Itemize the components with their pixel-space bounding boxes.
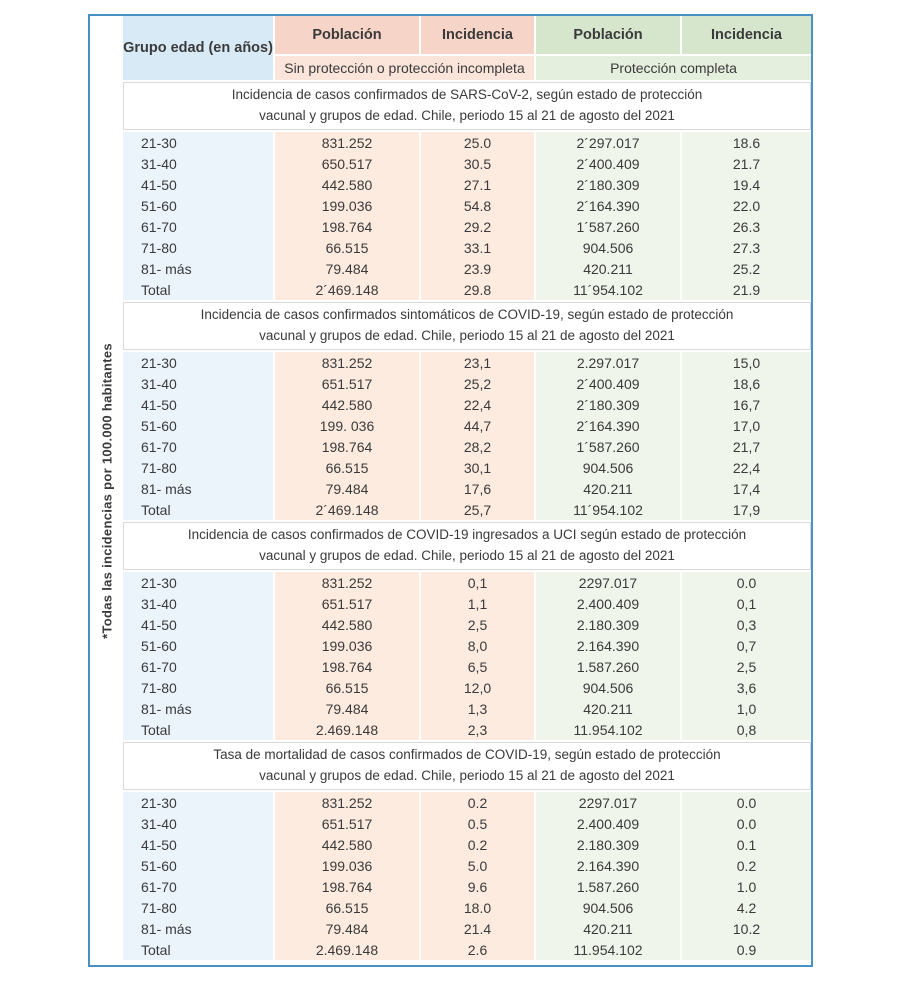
age-cell: 31-40 xyxy=(123,373,273,394)
poblacion-unprotected-cell: 651.517 xyxy=(273,813,419,834)
poblacion-protected-cell: 2´297.017 xyxy=(534,132,680,153)
poblacion-protected-cell: 904.506 xyxy=(534,237,680,258)
poblacion-unprotected-cell: 651.517 xyxy=(273,373,419,394)
incidencia-protected-cell: 19.4 xyxy=(680,174,811,195)
poblacion-protected-cell: 420.211 xyxy=(534,918,680,939)
incidencia-protected-cell: 17,0 xyxy=(680,415,811,436)
incidencia-protected-cell: 0.2 xyxy=(680,855,811,876)
section-rows xyxy=(123,792,811,960)
poblacion-protected-cell: 904.506 xyxy=(534,897,680,918)
incidencia-protected-cell: 0,1 xyxy=(680,593,811,614)
poblacion-unprotected-cell: 831.252 xyxy=(273,132,419,153)
poblacion-protected-cell: 904.506 xyxy=(534,677,680,698)
poblacion-unprotected-cell: 199.036 xyxy=(273,855,419,876)
poblacion-protected-cell: 2297.017 xyxy=(534,792,680,813)
incidencia-unprotected-cell: 27.1 xyxy=(419,174,534,195)
incidencia-unprotected-cell: 25,7 xyxy=(419,499,534,520)
incidencia-unprotected-cell: 6,5 xyxy=(419,656,534,677)
age-cell: 71-80 xyxy=(123,897,273,918)
age-cell: 21-30 xyxy=(123,572,273,593)
poblacion-protected-cell: 1.587.260 xyxy=(534,876,680,897)
section-rows xyxy=(123,572,811,740)
table-section xyxy=(123,522,811,740)
age-cell: 41-50 xyxy=(123,394,273,415)
poblacion-unprotected-cell: 2.469.148 xyxy=(273,719,419,740)
poblacion-protected-cell: 11´954.102 xyxy=(534,279,680,300)
incidencia-unprotected-cell: 30.5 xyxy=(419,153,534,174)
incidencia-unprotected-cell: 29.2 xyxy=(419,216,534,237)
incidencia-protected-cell: 17,4 xyxy=(680,478,811,499)
incidencia-unprotected-cell: 28,2 xyxy=(419,436,534,457)
incidencia-protected-cell: 0.0 xyxy=(680,792,811,813)
incidencia-unprotected-cell: 2,3 xyxy=(419,719,534,740)
section-rows xyxy=(123,352,811,520)
poblacion-protected-cell: 420.211 xyxy=(534,698,680,719)
age-cell: 61-70 xyxy=(123,876,273,897)
incidencia-protected-cell: 0.0 xyxy=(680,813,811,834)
section-title xyxy=(123,302,811,350)
age-cell: 31-40 xyxy=(123,153,273,174)
poblacion-protected-cell: 2.164.390 xyxy=(534,855,680,876)
incidencia-unprotected-cell: 25.0 xyxy=(419,132,534,153)
incidencia-protected-cell: 3,6 xyxy=(680,677,811,698)
incidencia-unprotected-cell: 33.1 xyxy=(419,237,534,258)
poblacion-unprotected-cell: 79.484 xyxy=(273,258,419,279)
table-content xyxy=(123,16,811,965)
age-cell: 41-50 xyxy=(123,834,273,855)
age-cell: 81- más xyxy=(123,258,273,279)
age-cell: 81- más xyxy=(123,478,273,499)
poblacion-unprotected-cell: 831.252 xyxy=(273,352,419,373)
incidencia-protected-cell: 0,8 xyxy=(680,719,811,740)
poblacion-protected-cell: 2´400.409 xyxy=(534,373,680,394)
age-cell: 51-60 xyxy=(123,635,273,656)
poblacion-unprotected-cell: 650.517 xyxy=(273,153,419,174)
incidencia-unprotected-cell: 21.4 xyxy=(419,918,534,939)
poblacion-protected-cell: 2´164.390 xyxy=(534,195,680,216)
section-title-line: vacunal y grupos de edad. Chile, periodo 15 al 21 de agosto del 2021 xyxy=(259,548,675,563)
section-title-line: Incidencia de casos confirmados sintomáticos de COVID-19, según estado de protección xyxy=(200,307,734,323)
poblacion-unprotected-cell: 442.580 xyxy=(273,394,419,415)
incidencia-protected-cell: 26.3 xyxy=(680,216,811,237)
poblacion-protected-cell: 1´587.260 xyxy=(534,216,680,237)
poblacion-unprotected-cell: 199.036 xyxy=(273,195,419,216)
poblacion-unprotected-cell: 831.252 xyxy=(273,572,419,593)
section-title-line: vacunal y grupos de edad. Chile, periodo 15 al 21 de agosto del 2021 xyxy=(259,328,675,343)
table-section xyxy=(123,742,811,960)
section-title-line: vacunal y grupos de edad. Chile, periodo 15 al 21 de agosto del 2021 xyxy=(259,768,675,783)
age-cell: 51-60 xyxy=(123,415,273,436)
incidencia-protected-cell: 18,6 xyxy=(680,373,811,394)
incidencia-unprotected-cell: 0,1 xyxy=(419,572,534,593)
age-cell: 51-60 xyxy=(123,855,273,876)
incidencia-unprotected-cell: 12,0 xyxy=(419,677,534,698)
age-cell: 31-40 xyxy=(123,593,273,614)
age-cell: Total xyxy=(123,939,273,960)
header-group-protected: Protección completa xyxy=(534,54,811,80)
section-rows xyxy=(123,132,811,300)
section-title-line: vacunal y grupos de edad. Chile, periodo 15 al 21 de agosto del 2021 xyxy=(259,108,675,123)
table-section xyxy=(123,302,811,520)
incidencia-unprotected-cell: 8,0 xyxy=(419,635,534,656)
poblacion-unprotected-cell: 198.764 xyxy=(273,876,419,897)
incidencia-unprotected-cell: 2.6 xyxy=(419,939,534,960)
incidencia-protected-cell: 22.0 xyxy=(680,195,811,216)
section-title-line: Incidencia de casos confirmados de COVID-19 ingresados a UCI según estado de protección xyxy=(187,527,747,543)
incidencia-unprotected-cell: 2,5 xyxy=(419,614,534,635)
poblacion-protected-cell: 2.180.309 xyxy=(534,834,680,855)
poblacion-protected-cell: 2´400.409 xyxy=(534,153,680,174)
header-poblacion-protected: Población xyxy=(534,16,680,54)
incidencia-protected-cell: 4.2 xyxy=(680,897,811,918)
poblacion-unprotected-cell: 199. 036 xyxy=(273,415,419,436)
incidencia-unprotected-cell: 0.5 xyxy=(419,813,534,834)
incidencia-unprotected-cell: 22,4 xyxy=(419,394,534,415)
incidencia-protected-cell: 2,5 xyxy=(680,656,811,677)
poblacion-protected-cell: 420.211 xyxy=(534,478,680,499)
poblacion-protected-cell: 2.297.017 xyxy=(534,352,680,373)
poblacion-protected-cell: 1´587.260 xyxy=(534,436,680,457)
incidencia-protected-cell: 27.3 xyxy=(680,237,811,258)
section-title-line: Tasa de mortalidad de casos confirmados de COVID-19, según estado de protección xyxy=(213,747,721,763)
age-cell: 21-30 xyxy=(123,132,273,153)
section-title-line: Incidencia de casos confirmados de SARS-CoV-2, según estado de protección xyxy=(231,87,703,103)
poblacion-unprotected-cell: 831.252 xyxy=(273,792,419,813)
poblacion-unprotected-cell: 198.764 xyxy=(273,216,419,237)
incidencia-protected-cell: 15,0 xyxy=(680,352,811,373)
poblacion-unprotected-cell: 66.515 xyxy=(273,897,419,918)
poblacion-unprotected-cell: 66.515 xyxy=(273,457,419,478)
age-cell: 81- más xyxy=(123,698,273,719)
age-cell: 71-80 xyxy=(123,457,273,478)
poblacion-unprotected-cell: 66.515 xyxy=(273,237,419,258)
section-title xyxy=(123,82,811,130)
incidencia-protected-cell: 0,3 xyxy=(680,614,811,635)
poblacion-protected-cell: 1.587.260 xyxy=(534,656,680,677)
incidencia-protected-cell: 16,7 xyxy=(680,394,811,415)
age-cell: 81- más xyxy=(123,918,273,939)
age-cell: 51-60 xyxy=(123,195,273,216)
age-cell: Total xyxy=(123,279,273,300)
age-cell: Total xyxy=(123,499,273,520)
poblacion-unprotected-cell: 2´469.148 xyxy=(273,499,419,520)
incidencia-unprotected-cell: 23,1 xyxy=(419,352,534,373)
header-incidencia-protected: Incidencia xyxy=(680,16,811,54)
section-title xyxy=(123,522,811,570)
incidencia-unprotected-cell: 17,6 xyxy=(419,478,534,499)
incidencia-protected-cell: 21,7 xyxy=(680,436,811,457)
age-cell: 61-70 xyxy=(123,436,273,457)
incidencia-unprotected-cell: 0.2 xyxy=(419,834,534,855)
poblacion-unprotected-cell: 66.515 xyxy=(273,677,419,698)
incidencia-protected-cell: 10.2 xyxy=(680,918,811,939)
incidencia-unprotected-cell: 5.0 xyxy=(419,855,534,876)
poblacion-unprotected-cell: 442.580 xyxy=(273,834,419,855)
age-cell: 21-30 xyxy=(123,352,273,373)
poblacion-protected-cell: 2297.017 xyxy=(534,572,680,593)
incidencia-unprotected-cell: 25,2 xyxy=(419,373,534,394)
incidencia-unprotected-cell: 18.0 xyxy=(419,897,534,918)
incidencia-protected-cell: 21.7 xyxy=(680,153,811,174)
poblacion-protected-cell: 2.164.390 xyxy=(534,635,680,656)
table-header xyxy=(123,16,811,80)
section-title xyxy=(123,742,811,790)
incidencia-unprotected-cell: 54.8 xyxy=(419,195,534,216)
age-cell: 61-70 xyxy=(123,656,273,677)
poblacion-protected-cell: 11.954.102 xyxy=(534,939,680,960)
incidencia-protected-cell: 0,7 xyxy=(680,635,811,656)
covid-incidence-table xyxy=(88,14,813,967)
incidencia-unprotected-cell: 29.8 xyxy=(419,279,534,300)
incidencia-protected-cell: 0.0 xyxy=(680,572,811,593)
header-incidencia-unprotected: Incidencia xyxy=(419,16,534,54)
poblacion-protected-cell: 2´180.309 xyxy=(534,174,680,195)
age-cell: 71-80 xyxy=(123,677,273,698)
poblacion-unprotected-cell: 198.764 xyxy=(273,436,419,457)
poblacion-unprotected-cell: 79.484 xyxy=(273,698,419,719)
poblacion-protected-cell: 11´954.102 xyxy=(534,499,680,520)
poblacion-unprotected-cell: 199.036 xyxy=(273,635,419,656)
incidencia-unprotected-cell: 0.2 xyxy=(419,792,534,813)
poblacion-unprotected-cell: 442.580 xyxy=(273,174,419,195)
footnote-strip xyxy=(90,16,123,965)
age-cell: 31-40 xyxy=(123,813,273,834)
incidencia-unprotected-cell: 1,3 xyxy=(419,698,534,719)
footnote-vertical-label: *Todas las incidencias por 100.000 habitantes xyxy=(99,342,114,639)
incidencia-unprotected-cell: 44,7 xyxy=(419,415,534,436)
incidencia-protected-cell: 1,0 xyxy=(680,698,811,719)
table-sections xyxy=(123,80,811,965)
poblacion-protected-cell: 11.954.102 xyxy=(534,719,680,740)
incidencia-protected-cell: 18.6 xyxy=(680,132,811,153)
poblacion-unprotected-cell: 2.469.148 xyxy=(273,939,419,960)
poblacion-unprotected-cell: 79.484 xyxy=(273,918,419,939)
table-section xyxy=(123,82,811,300)
poblacion-unprotected-cell: 198.764 xyxy=(273,656,419,677)
age-cell: 61-70 xyxy=(123,216,273,237)
incidencia-unprotected-cell: 1,1 xyxy=(419,593,534,614)
poblacion-protected-cell: 2.400.409 xyxy=(534,593,680,614)
header-poblacion-unprotected: Población xyxy=(273,16,419,54)
poblacion-protected-cell: 2.180.309 xyxy=(534,614,680,635)
poblacion-protected-cell: 2´164.390 xyxy=(534,415,680,436)
age-cell: 41-50 xyxy=(123,174,273,195)
incidencia-protected-cell: 0.9 xyxy=(680,939,811,960)
poblacion-protected-cell: 904.506 xyxy=(534,457,680,478)
age-cell: 21-30 xyxy=(123,792,273,813)
incidencia-protected-cell: 17,9 xyxy=(680,499,811,520)
poblacion-unprotected-cell: 651.517 xyxy=(273,593,419,614)
poblacion-unprotected-cell: 2´469.148 xyxy=(273,279,419,300)
poblacion-protected-cell: 420.211 xyxy=(534,258,680,279)
incidencia-unprotected-cell: 30,1 xyxy=(419,457,534,478)
poblacion-protected-cell: 2´180.309 xyxy=(534,394,680,415)
incidencia-protected-cell: 21.9 xyxy=(680,279,811,300)
incidencia-protected-cell: 22,4 xyxy=(680,457,811,478)
header-group-unprotected: Sin protección o protección incompleta xyxy=(273,54,534,80)
incidencia-unprotected-cell: 23.9 xyxy=(419,258,534,279)
age-cell: Total xyxy=(123,719,273,740)
header-age-group: Grupo edad (en años) xyxy=(123,16,273,80)
age-cell: 71-80 xyxy=(123,237,273,258)
poblacion-unprotected-cell: 79.484 xyxy=(273,478,419,499)
poblacion-unprotected-cell: 442.580 xyxy=(273,614,419,635)
poblacion-protected-cell: 2.400.409 xyxy=(534,813,680,834)
age-cell: 41-50 xyxy=(123,614,273,635)
incidencia-unprotected-cell: 9.6 xyxy=(419,876,534,897)
incidencia-protected-cell: 0.1 xyxy=(680,834,811,855)
incidencia-protected-cell: 1.0 xyxy=(680,876,811,897)
incidencia-protected-cell: 25.2 xyxy=(680,258,811,279)
